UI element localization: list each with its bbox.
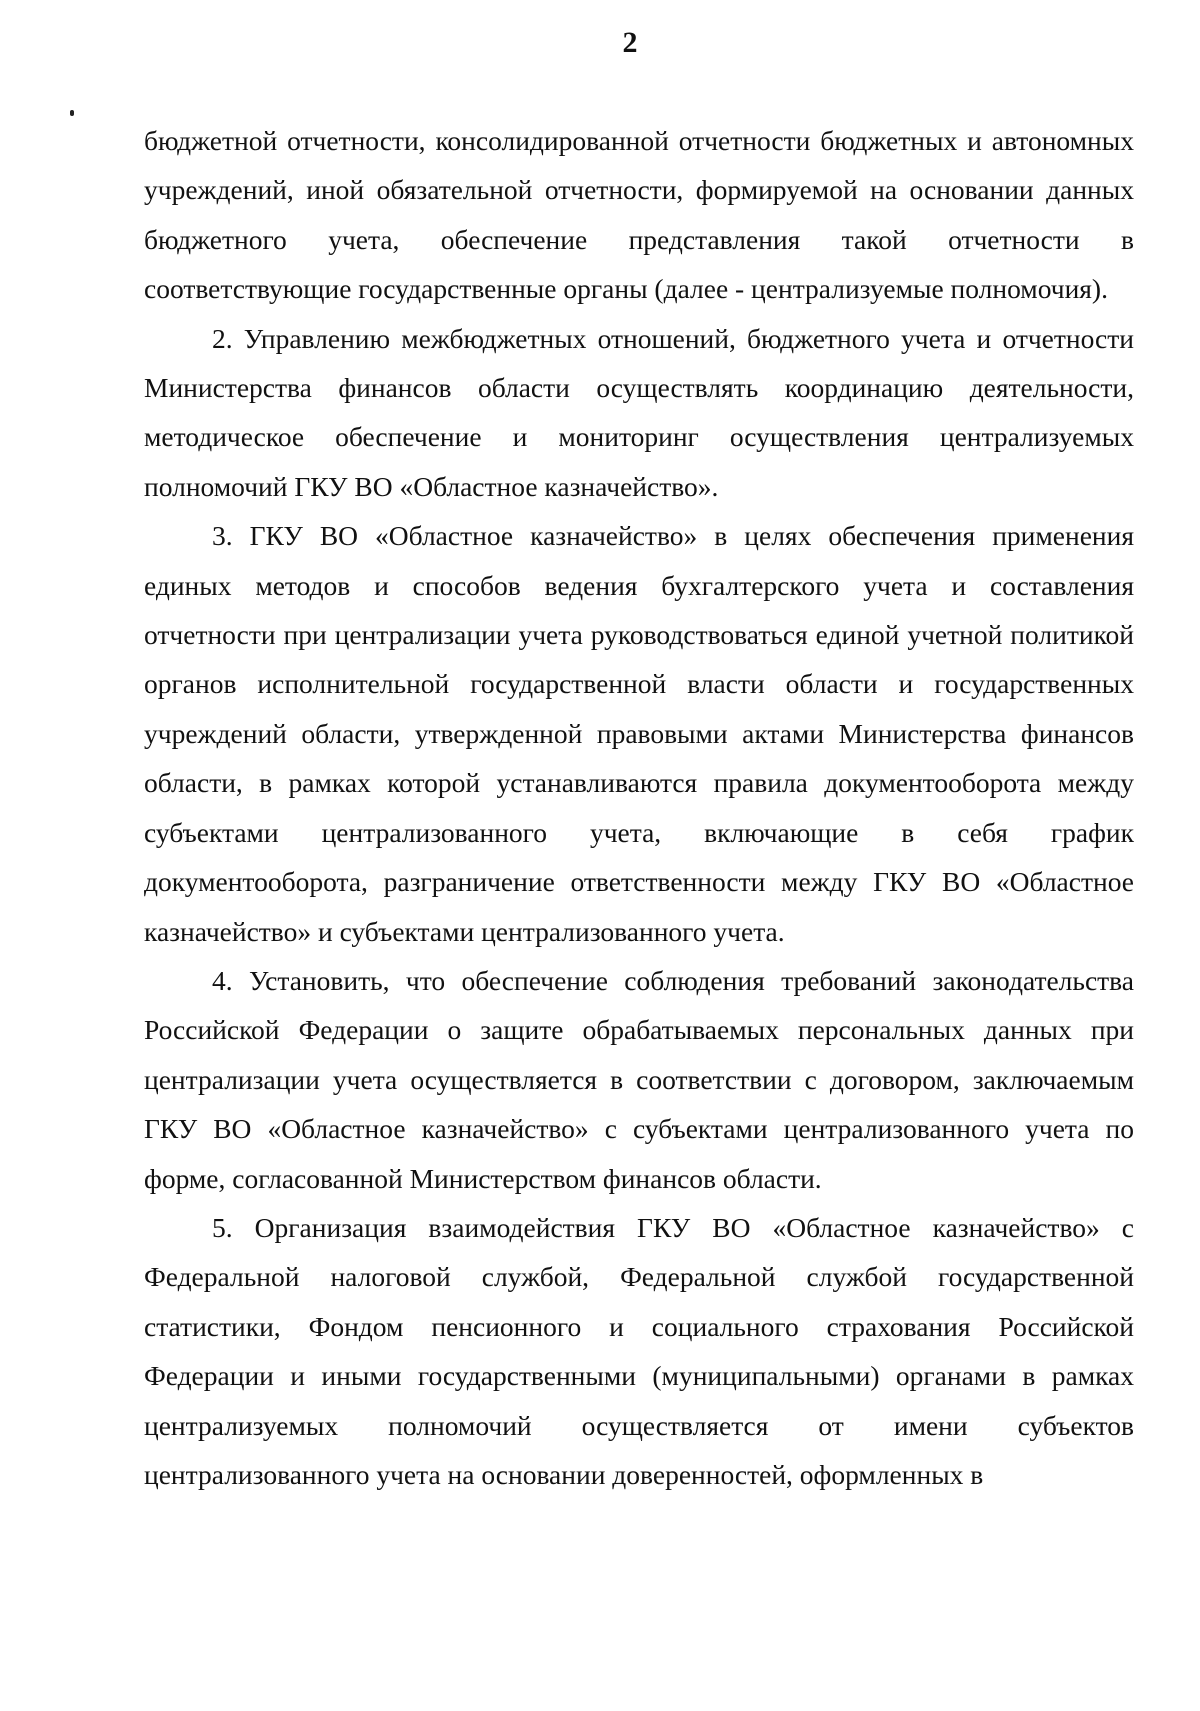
- scan-artifact-dot: [70, 110, 74, 116]
- paragraph-item-5: 5. Организация взаимодействия ГКУ ВО «Областное казначейство» с Федеральной налоговой службой, Федеральной службой государственной статистики, Фондом пенсионного и социального страхования Российской Федерации и иными государственными (муниципальными) органами в рамках централизуемых полномочий осуществляется от имени субъектов централизованного учета на основании доверенностей, оформленных в: [144, 1211, 1134, 1490]
- page-number: 2: [622, 26, 638, 59]
- paragraph-item-4: 4. Установить, что обеспечение соблюдения требований законодательства Российской Федерации о защите обрабатываемых персональных данных при централизации учета осуществляется в соответствии с договором, заключаемым ГКУ ВО «Областное казначейство» с субъектами централизованного учета по форме, согласованной Министерством финансов области.: [144, 964, 1134, 1194]
- paragraph-item-3: 3. ГКУ ВО «Областное казначейство» в целях обеспечения применения единых методов и способов ведения бухгалтерского учета и составления отчетности при централизации учета руководствоваться единой учетной политикой органов исполнительной государственной власти области и государственных учреждений области, утвержденной правовыми актами Министерства финансов области, в рамках которой устанавливаются правила документооборота между субъектами централизованного учета, включающие в себя график документооборота, разграничение ответственности между ГКУ ВО «Областное казначейство» и субъектами централизованного учета.: [144, 520, 1134, 947]
- paragraph-item-2: 2. Управлению межбюджетных отношений, бюджетного учета и отчетности Министерства финансов области осуществлять координацию деятельности, методическое обеспечение и мониторинг осуществления централизуемых полномочий ГКУ ВО «Областное казначейство».: [144, 322, 1134, 502]
- paragraph-continuation: бюджетной отчетности, консолидированной отчетности бюджетных и автономных учреждений, иной обязательной отчетности, формируемой на основании данных бюджетного учета, обеспечение представления такой отчетности в соответствующие государственные органы (далее - централизуемые полномочия).: [144, 125, 1134, 305]
- document-body: [144, 116, 1134, 1499]
